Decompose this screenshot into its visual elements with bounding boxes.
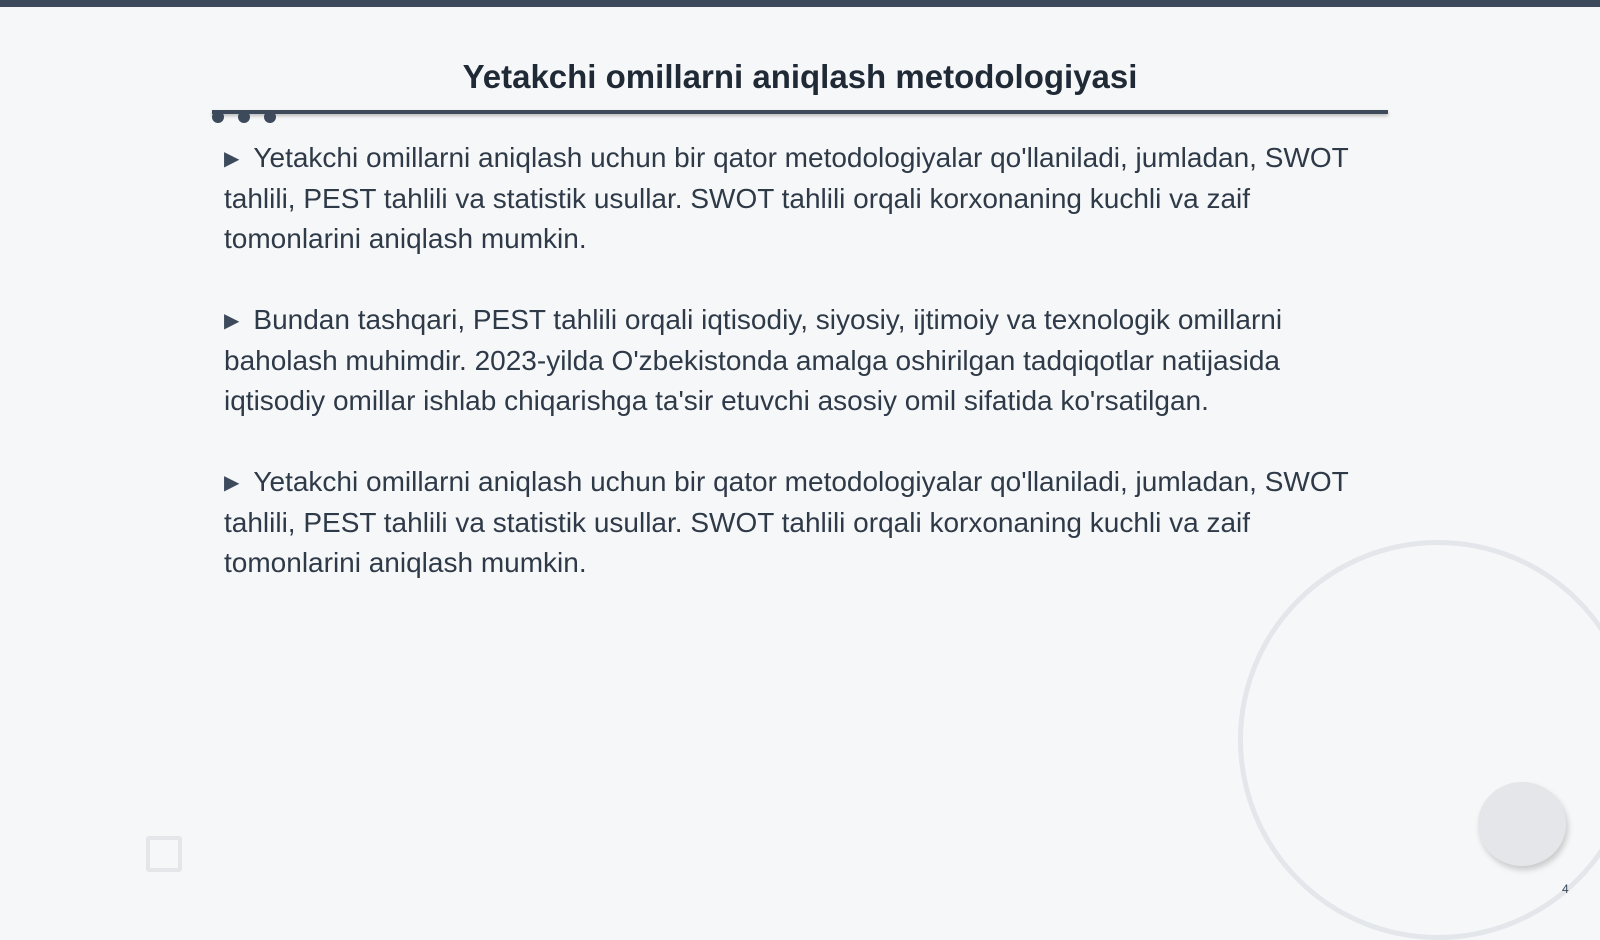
triangle-bullet-icon: ▶ xyxy=(224,148,240,170)
bullet-text-3: Yetakchi omillarni aniqlash uchun bir qator metodologiyalar qo'llaniladi, jumladan, SWOT tahlili, PEST tahlili va statistik usullar. SWOT tahlili orqali korxonaning kuchli va zaif tomonlarini aniqlash mumkin. xyxy=(224,466,1349,578)
top-accent-bar xyxy=(0,0,1600,7)
title-underline xyxy=(212,110,1388,114)
slide-number: 4 xyxy=(1562,882,1569,896)
triangle-bullet-icon: ▶ xyxy=(224,310,240,332)
rule-dot-2 xyxy=(238,111,250,123)
slide-content xyxy=(224,138,1374,624)
triangle-bullet-icon: ▶ xyxy=(224,472,240,494)
rule-dot-3 xyxy=(264,111,276,123)
decorative-square xyxy=(146,836,182,872)
bullet-item-1 xyxy=(224,138,1374,259)
bullet-text-2: Bundan tashqari, PEST tahlili orqali iqtisodiy, siyosiy, ijtimoiy va texnologik omillarni baholash muhimdir. 2023-yilda O'zbekistonda amalga oshirilgan tadqiqotlar natijasida iqtisodiy omillar ishlab chiqarishga ta'sir etuvchi asosiy omil sifatida ko'rsatilgan. xyxy=(224,304,1283,416)
bullet-text-1: Yetakchi omillarni aniqlash uchun bir qator metodologiyalar qo'llaniladi, jumladan, SWOT tahlili, PEST tahlili va statistik usullar. SWOT tahlili orqali korxonaning kuchli va zaif tomonlarini aniqlash mumkin. xyxy=(224,142,1349,254)
slide-title: Yetakchi omillarni aniqlash metodologiyasi xyxy=(462,58,1138,95)
decorative-disc xyxy=(1478,782,1566,866)
bullet-item-3 xyxy=(224,462,1374,583)
rule-dot-1 xyxy=(212,111,224,123)
bullet-item-2 xyxy=(224,300,1374,421)
